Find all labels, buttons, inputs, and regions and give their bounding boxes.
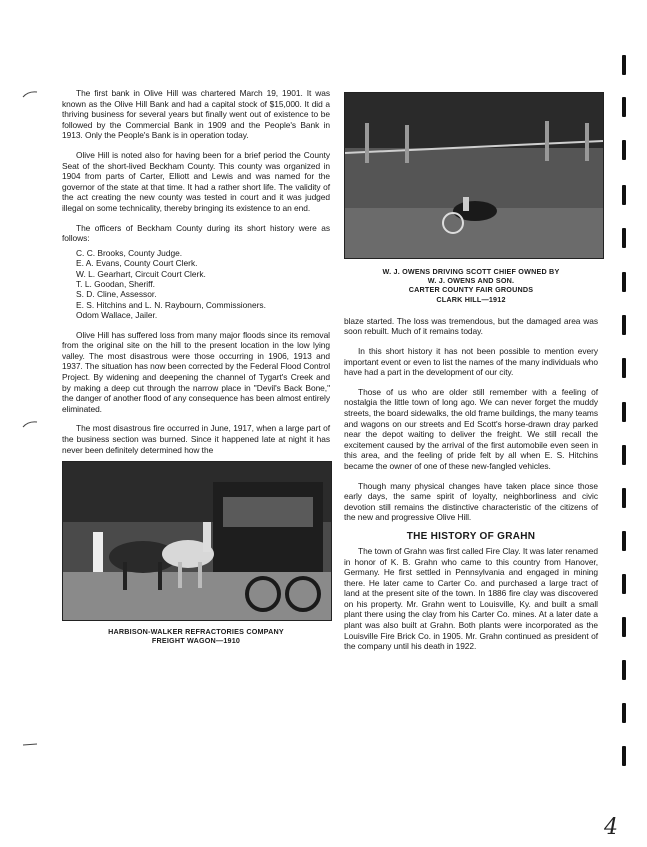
binding-mark <box>622 358 626 378</box>
paragraph-fire: The most disastrous fire occurred in June, 1917, when a large part of the business section was burned. Since it happened late at night it has never been definitely determined how the <box>62 423 330 455</box>
photo-freight-wagon-image <box>63 462 331 620</box>
caption-line: W. J. OWENS AND SON. <box>427 276 515 286</box>
binding-mark <box>622 97 626 117</box>
binding-mark <box>622 185 626 205</box>
officers-list <box>62 248 330 321</box>
margin-mark <box>22 740 38 748</box>
caption-line: FREIGHT WAGON—1910 <box>151 636 241 646</box>
binding-mark <box>622 574 626 594</box>
officer-item: E. S. Hitchins and L. N. Raybourn, Commissioners. <box>76 299 266 310</box>
officer-item: T. L. Goodan, Sheriff. <box>76 278 155 289</box>
paragraph-changes: Though many physical changes have taken place since those early days, the same spirit of loyalty, neighborliness and civic devotion still remains the distinctive characteristic of the citizens of the new and progressive Olive Hill. <box>344 480 598 523</box>
officer-item: S. D. Cline, Assessor. <box>76 289 157 300</box>
officer-item: E. A. Evans, County Court Clerk. <box>76 258 198 269</box>
photo-caption <box>344 267 598 304</box>
paragraph-short-history: In this short history it has not been possible to mention every important event or even to list the names of the many individuals who have had a part in the development of our city. <box>344 346 598 378</box>
photo-harness-race <box>344 92 604 259</box>
photo-freight-wagon <box>62 461 332 621</box>
officer-item: Odom Wallace, Jailer. <box>76 310 158 321</box>
paragraph-blaze: blaze started. The loss was tremendous, but the damaged area was soon rebuilt. Much of it remains today. <box>344 315 598 337</box>
binding-mark <box>622 660 626 680</box>
margin-mark <box>22 420 38 428</box>
paragraph-first-bank: The first bank in Olive Hill was chartered March 19, 1901. It was known as the Olive Hill Bank and had a capital stock of $15,000. It did a thriving business for several years but finally went out of existence to be followed by the Commercial Bank in 1909 and the People's Bank in 1913. Only the People's Bank is in operation today. <box>62 88 330 141</box>
binding-mark <box>622 402 626 422</box>
caption-line: CARTER COUNTY FAIR GROUNDS <box>408 285 534 295</box>
caption-line: CLARK HILL—1912 <box>436 294 506 304</box>
section-title: THE HISTORY OF GRAHN <box>406 530 536 542</box>
paragraph-floods: Olive Hill has suffered loss from many major floods since its removal from the original site on the hill to the present location in the low lying valley. The most disastrous were those occurring in 1906, 1913 and 1937. The situation has now been corrected by the Federal Flood Control Project. By widening and deepening the channel of Tygart's Creek and by making a deep cut through the narrow place in "Devil's Back Bone," the danger of another flood of any consequence has been almost entirely eliminated. <box>62 329 330 414</box>
paragraph-officers-intro: The officers of Beckham County during its short history were as follows: <box>62 222 330 244</box>
photo-harness-race-image <box>345 93 603 258</box>
paragraph-beckham-county: Olive Hill is noted also for having been for a brief period the County Seat of the short-lived Beckham County. This county was organized in 1904 from parts of Carter, Elliott and Lewis and was named for the governor of the state at that time. It had a rather short life. The validity of the act creating the new county was tested in court and it was judged illegal on some technicality, thereby bringing its existence to an end. <box>62 149 330 213</box>
officer-item: W. L. Gearhart, Circuit Court Clerk. <box>76 268 206 279</box>
binding-mark <box>622 315 626 335</box>
binding-mark <box>622 617 626 637</box>
photo-caption <box>62 627 330 645</box>
caption-line: HARBISON-WALKER REFRACTORIES COMPANY <box>108 627 284 637</box>
right-column <box>344 92 598 652</box>
binding-mark <box>622 55 626 75</box>
binding-mark <box>622 488 626 508</box>
left-column <box>62 88 330 646</box>
binding-mark <box>622 228 626 248</box>
binding-mark <box>622 531 626 551</box>
caption-line: W. J. OWENS DRIVING SCOTT CHIEF OWNED BY <box>382 267 560 276</box>
binding-mark <box>622 703 626 723</box>
binding-mark <box>622 746 626 766</box>
page-number: 4 <box>604 815 618 840</box>
binding-mark <box>622 140 626 160</box>
paragraph-grahn: The town of Grahn was first called Fire Clay. It was later renamed in honor of K. B. Grahn who came to this country from Hanover, Germany. He first settled in Pennsylvania and engaged in mining there. He later came to Carter Co. and purchased a large tract of land at the present site of the town. In 1886 fire clay was discovered on his property. Mr. Grahn went to Louisville, Ky. and built a small plant there using the clay from his Carter Co. mines. At a later date a plant was also built at Grahn. Both plants were incorporated as the Louisville Fire Brick Co. in 1905. Mr. Grahn continued as president of the company until his death in 1922. <box>344 545 598 652</box>
margin-mark <box>22 90 38 98</box>
binding-mark <box>622 272 626 292</box>
paragraph-nostalgia: Those of us who are older still remember with a feeling of nostalgia the little town of long ago. We can never forget the muddy streets, the board sidewalks, the old frame buildings, the many teams and wagons on our streets and Ed Scott's horse-drawn dray parked near the depot waiting to deliver the freight. We still recall the excitement caused by the arrival of the first automobile even seen in this area, and the feeling of pride felt by all when E. S. Hitchins became the owner of one of these new-fangled vehicles. <box>344 386 598 471</box>
officer-item: C. C. Brooks, County Judge. <box>76 247 183 258</box>
binding-mark <box>622 445 626 465</box>
